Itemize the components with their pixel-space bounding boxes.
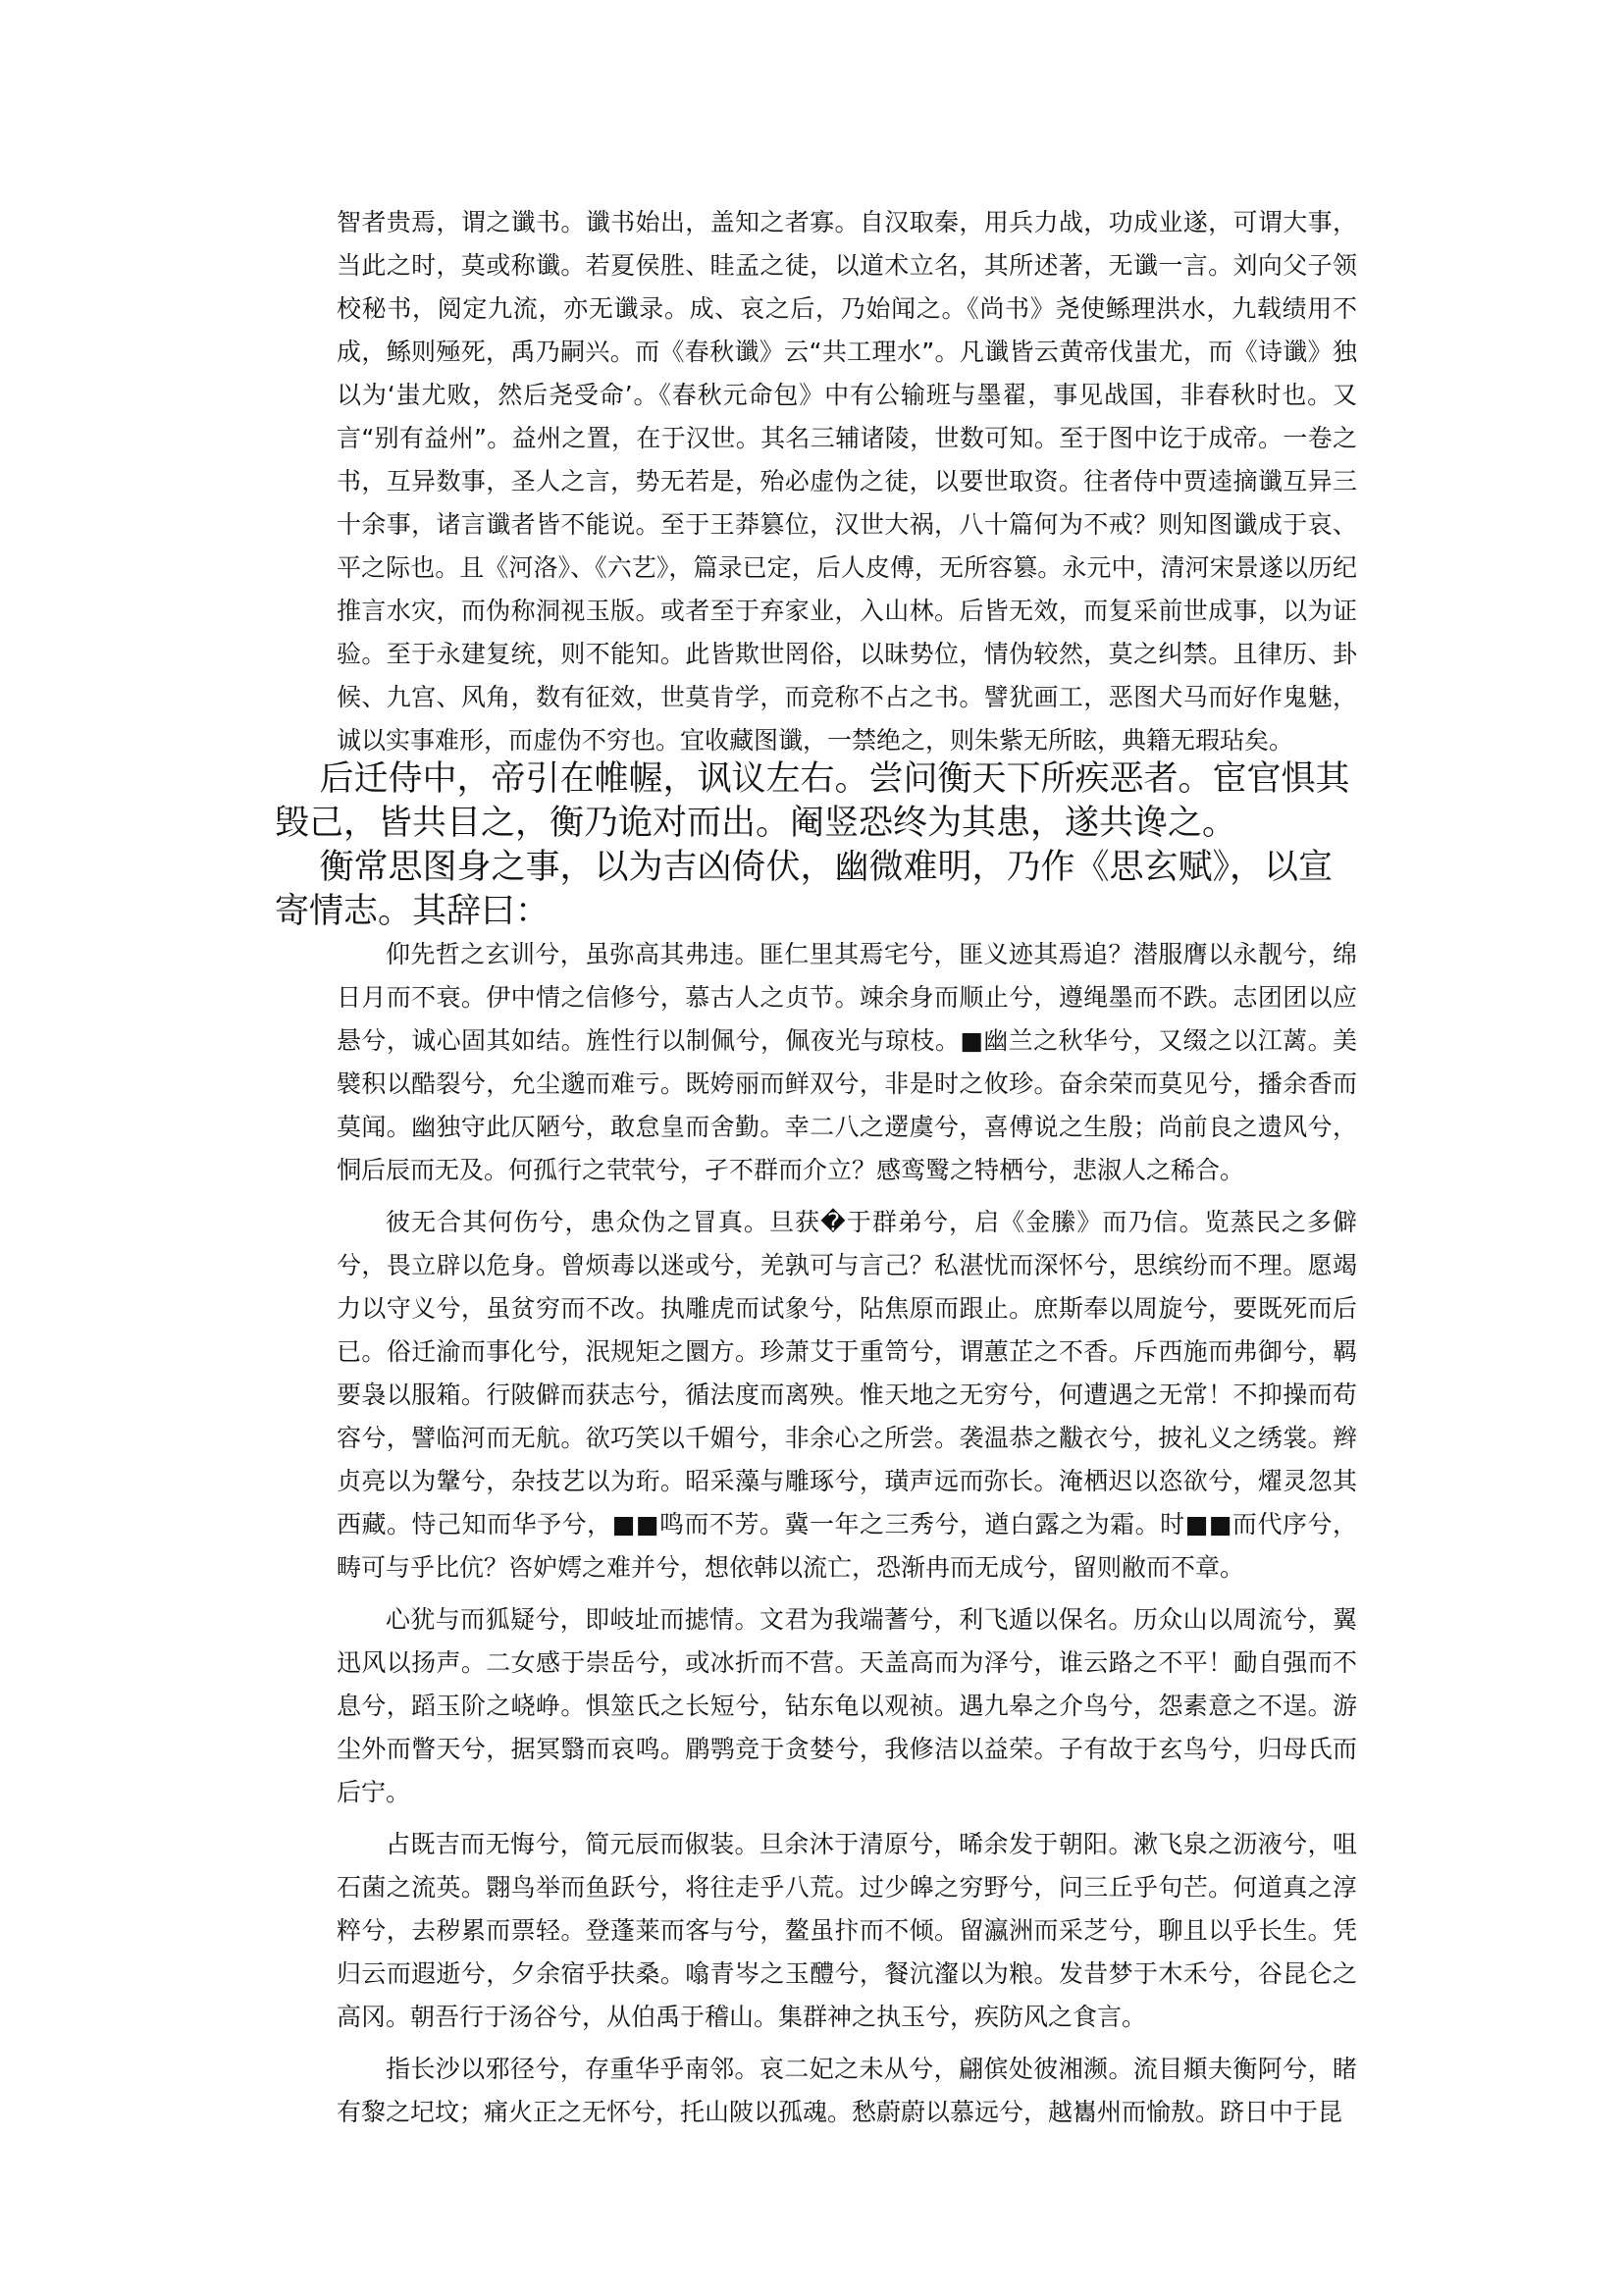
narrative-paragraph: 衡常思图身之事，以为吉凶倚伏，幽微难明，乃作《思玄赋》，以宣寄情志。其辞曰： xyxy=(275,848,1334,931)
fu-paragraph: 仰先哲之玄训兮，虽弥高其弗违。匪仁里其焉宅兮，匪义迹其焉追？潜服膺以永靓兮，绵日月而不衰。伊中情之信修兮，慕古人之贞节。竦余身而顺止兮，遵绳墨而不跌。志团团以应悬兮，诚心固其如结。旌性行以制佩兮，佩夜光与琼枝。■幽兰之秋华兮，又缀之以江蓠。美襞积以酷裂兮，允尘邈而难亏。既姱丽而鲜双兮，非是时之攸珍。奋余荣而莫见兮，播余香而莫闻。幽独守此仄陋兮，敢怠皇而舍勤。幸二八之遻虞兮，喜傅说之生殷；尚前良之遗风兮，恫后辰而无及。何孤行之茕茕兮，孑不群而介立？感鸾鹥之特栖兮，悲淑人之稀合。 xyxy=(337,940,1357,1184)
si-xuan-fu-text xyxy=(337,933,1357,2143)
narrative-paragraph: 后迁侍中，帝引在帷幄，讽议左右。尝问衡天下所疾恶者。宦官惧其毁己，皆共目之，衡乃诡对而出。阉竖恐终为其患，遂共谗之。 xyxy=(275,759,1350,843)
memorial-paragraph: 智者贵焉，谓之谶书。谶书始出，盖知之者寡。自汉取秦，用兵力战，功成业遂，可谓大事，当此之时，莫或称谶。若夏侯胜、眭孟之徒，以道术立名，其所述著，无谶一言。刘向父子领校秘书，阅定九流，亦无谶录。成、哀之后，乃始闻之。《尚书》尧使鲧理洪水，九载绩用不成，鲧则殛死，禹乃嗣兴。而《春秋谶》云“共工理水”。凡谶皆云黄帝伐蚩尤，而《诗谶》独以为‘蚩尤败，然后尧受命’。《春秋元命包》中有公输班与墨翟，事见战国，非春秋时也。又言“别有益州”。益州之置，在于汉世。其名三辅诸陵，世数可知。至于图中讫于成帝。一卷之书，互异数事，圣人之言，势无若是，殆必虚伪之徒，以要世取资。往者侍中贾逵摘谶互异三十余事，诸言谶者皆不能说。至于王莽篡位，汉世大祸，八十篇何为不戒？则知图谶成于哀、平之际也。且《河洛》、《六艺》，篇录已定，后人皮傅，无所容篡。永元中，清河宋景遂以历纪推言水灾，而伪称洞视玉版。或者至于弃家业，入山林。后皆无效，而复采前世成事，以为证验。至于永建复统，则不能知。此皆欺世罔俗，以昧势位，情伪较然，莫之纠禁。且律历、卦候、九宫、风角，数有征效，世莫肯学，而竞称不占之书。譬犹画工，恶图犬马而好作鬼魅，诚以实事难形，而虚伪不穷也。宜收藏图谶，一禁绝之，则朱紫无所眩，典籍无瑕玷矣。 xyxy=(337,208,1357,755)
narrative-section xyxy=(275,757,1362,934)
fu-paragraph: 占既吉而无悔兮，简元辰而俶装。旦余沐于清原兮，晞余发于朝阳。漱飞泉之沥液兮，咀石菌之流英。翾鸟举而鱼跃兮，将往走乎八荒。过少皞之穷野兮，问三丘乎句芒。何道真之淳粹兮，去秽累而票轻。登蓬莱而客与兮，鳌虽抃而不倾。留瀛洲而采芝兮，聊且以乎长生。凭归云而遐逝兮，夕余宿乎扶桑。噏青岑之玉醴兮，餐沆瀣以为粮。发昔梦于木禾兮，谷昆仑之高冈。朝吾行于汤谷兮，从伯禹于稽山。集群神之执玉兮，疾防风之食言。 xyxy=(337,1830,1357,2031)
fu-paragraph: 心犹与而狐疑兮，即岐址而摅情。文君为我端蓍兮，利飞遁以保名。历众山以周流兮，翼迅风以扬声。二女感于崇岳兮，或冰折而不营。天盖高而为泽兮，谁云路之不平！勔自强而不息兮，蹈玉阶之峣峥。惧筮氏之长短兮，钻东龟以观祯。遇九皋之介鸟兮，怨素意之不逞。游尘外而瞥天兮，据冥翳而哀鸣。鹛鹗竞于贪婪兮，我修洁以益荣。子有故于玄鸟兮，归母氏而后宁。 xyxy=(337,1605,1357,1806)
fu-paragraph: 彼无合其何伤兮，患众伪之冒真。旦获�于群弟兮，启《金縢》而乃信。览蒸民之多僻兮，畏立辟以危身。曾烦毒以迷或兮，羌孰可与言己？私湛忧而深怀兮，思缤纷而不理。愿竭力以守义兮，虽贫穷而不改。执雕虎而试象兮，阽焦原而跟止。庶斯奉以周旋兮，要既死而后已。俗迁渝而事化兮，泯规矩之圜方。珍萧艾于重笥兮，谓蕙芷之不香。斥西施而弗御兮，羁要袅以服箱。行陂僻而获志兮，循法度而离殃。惟天地之无穷兮，何遭遇之无常！不抑操而苟容兮，譬临河而无航。欲巧笑以千媚兮，非余心之所尝。袭温恭之黻衣兮，披礼义之绣裳。辫贞亮以为鞶兮，杂技艺以为珩。昭采藻与雕琢兮，璜声远而弥长。淹栖迟以恣欲兮，燿灵忽其西藏。恃己知而华予兮，■■鸣而不芳。冀一年之三秀兮，遒白露之为霜。时■■而代序兮，畴可与乎比伉？咨妒嫮之难并兮，想依韩以流亡，恐渐冉而无成兮，留则敝而不章。 xyxy=(337,1208,1357,1582)
fu-paragraph: 指长沙以邪径兮，存重华乎南邻。哀二妃之未从兮，翩傧处彼湘濒。流目頫夫衡阿兮，睹有黎之圮坟；痛火正之无怀兮，托山陂以孤魂。愁蔚蔚以慕远兮，越巂州而愉敖。跻日中于昆 xyxy=(337,2055,1357,2126)
